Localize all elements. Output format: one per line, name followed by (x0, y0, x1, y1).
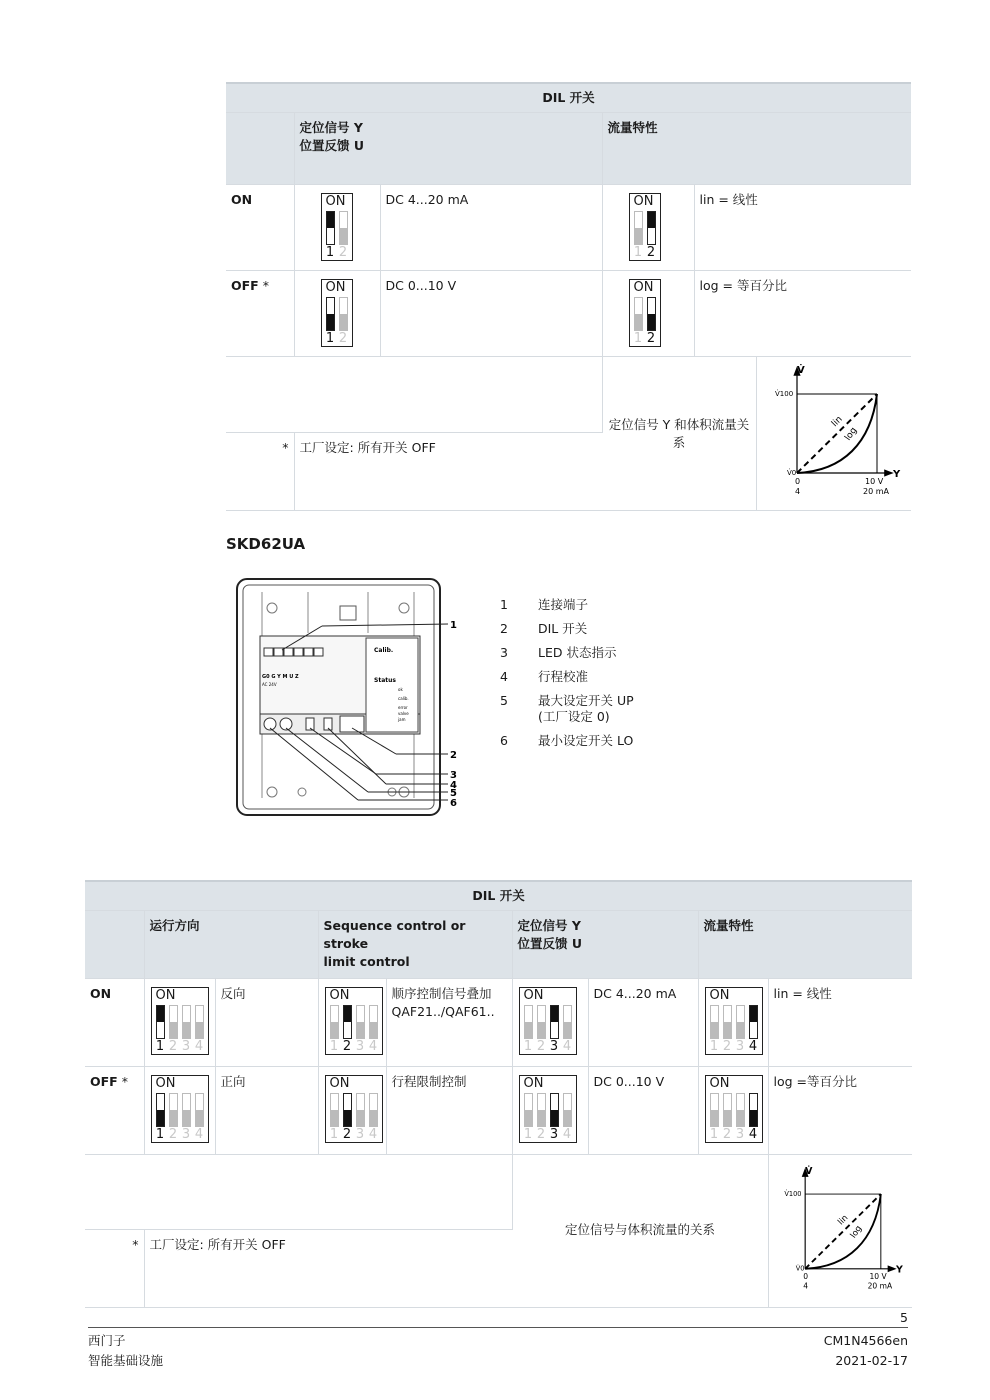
sequence-value: 顺序控制信号叠加 QAF21../QAF61.. (386, 978, 512, 1066)
x-tick-1: 10 V (864, 477, 883, 487)
v100-label: V̇100 (774, 390, 793, 399)
dip-4-sw1-off: ON 1 2 3 4 (151, 1075, 209, 1143)
x-tick-1b: 20 mA (867, 1281, 892, 1291)
dip-switch (512, 1066, 588, 1154)
table-title: DIL 开关 (85, 881, 912, 911)
dip-switch (294, 185, 380, 271)
dil-table-1 (226, 82, 911, 511)
col-sequence: Sequence control or stroke limit control (318, 911, 512, 978)
callout-4: 4 (450, 780, 457, 791)
flow-value: lin = 线性 (694, 185, 911, 271)
flow-graph (756, 357, 911, 511)
x-axis-label: Y (895, 1264, 903, 1276)
log-label: log (842, 425, 859, 443)
dip-switch (602, 185, 694, 271)
signal-value: DC 0...10 V (380, 271, 602, 357)
svg-text:valve: valve (398, 711, 409, 716)
dip-switch (144, 978, 215, 1066)
dip-switch (144, 1066, 215, 1154)
legend-item: 6 最小设定开关 LO (500, 733, 634, 749)
dip-switch (294, 271, 380, 357)
lin-label: lin (835, 1212, 850, 1227)
flow-chart-svg (773, 1161, 913, 1299)
v0-label: V̇0 (786, 469, 796, 478)
dip-4-sw4-on: ON 1 2 3 4 (705, 987, 763, 1055)
row-label-off: OFF * (85, 1066, 144, 1154)
legend-item: 2 DIL 开关 (500, 620, 588, 636)
col-flow: 流量特性 (698, 911, 912, 978)
lin-label: lin (829, 414, 845, 430)
col-signal: 定位信号 Y 位置反馈 U (512, 911, 698, 978)
legend-item: 1 连接端子 (500, 597, 589, 612)
dip-4-sw2-on: ON 1 2 3 4 (325, 987, 383, 1055)
factory-note: 工厂设定: 所有开关 OFF (294, 433, 602, 511)
callout-1: 1 (450, 620, 457, 631)
note-star: * (226, 433, 294, 511)
y-axis-label: V̇ (796, 365, 805, 377)
log-label: log (848, 1223, 864, 1240)
flow-value: lin = 线性 (768, 978, 912, 1066)
dip-switch (698, 1066, 768, 1154)
x-tick-0: 0 (802, 1271, 808, 1281)
dip-2-sw1-off: ON 1 2 (321, 279, 353, 347)
col-signal: 定位信号 Y 位置反馈 U (294, 113, 602, 185)
legend-item: 4 行程校准 (500, 668, 589, 684)
division-name: 智能基础设施 (88, 1353, 164, 1368)
direction-value: 反向 (215, 978, 318, 1066)
svg-text:error: error (398, 705, 408, 710)
row-label-on: ON (85, 978, 144, 1066)
legend-item: 3 LED 状态指示 (500, 644, 617, 660)
y-axis-label: V̇ (804, 1165, 812, 1177)
graph-caption: 定位信号与体积流量的关系 (512, 1154, 768, 1307)
page-number: 5 (900, 1310, 908, 1325)
company-name: 西门子 (88, 1333, 126, 1348)
dip-4-sw1-on: ON 1 2 3 4 (151, 987, 209, 1055)
dip-switch (318, 1066, 386, 1154)
row-label-off: OFF * (226, 271, 294, 357)
callout-2: 2 (450, 750, 457, 761)
page-footer (88, 1310, 908, 1371)
svg-text:ok: ok (398, 687, 403, 692)
product-name: SKD62UA (226, 535, 306, 553)
dip-switch (512, 978, 588, 1066)
x-tick-1b: 20 mA (862, 487, 889, 497)
callout-5: 5 (450, 788, 457, 799)
flow-graph (768, 1154, 912, 1307)
svg-text:calib.: calib. (398, 696, 409, 701)
signal-value: DC 4...20 mA (588, 978, 698, 1066)
factory-note: 工厂设定: 所有开关 OFF (144, 1229, 512, 1307)
dip-4-sw4-off: ON 1 2 3 4 (705, 1075, 763, 1143)
dip-switch (698, 978, 768, 1066)
dip-2-sw2-off: ON 1 2 (629, 279, 661, 347)
v0-label: V̇0 (795, 1264, 804, 1273)
x-tick-0b: 4 (794, 487, 800, 497)
dip-4-sw3-on: ON 1 2 3 4 (519, 987, 577, 1055)
dip-4-sw2-off: ON 1 2 3 4 (325, 1075, 383, 1143)
dip-2-sw2-on: ON 1 2 (629, 193, 661, 261)
note-star: * (85, 1229, 144, 1307)
dil-table-2 (85, 880, 912, 1308)
row-label-on: ON (226, 185, 294, 271)
signal-value: DC 4...20 mA (380, 185, 602, 271)
footer-divider (88, 1327, 908, 1328)
dip-switch (602, 271, 694, 357)
flow-value: log =等百分比 (768, 1066, 912, 1154)
terminal-labels: G0 G Y M U Z (262, 674, 299, 680)
sequence-value: 行程限制控制 (386, 1066, 512, 1154)
x-tick-0b: 4 (802, 1281, 808, 1291)
device-legend (500, 597, 634, 757)
legend-item: 5 最大设定开关 UP (工厂设定 0) (500, 692, 634, 725)
dip-switch (318, 978, 386, 1066)
device-illustration (236, 578, 468, 818)
v100-label: V̇100 (783, 1189, 801, 1198)
callout-6: 6 (450, 798, 457, 809)
calib-label: Calib. (374, 647, 394, 654)
doc-number: CM1N4566en (823, 1333, 908, 1348)
svg-text:jam: jam (398, 717, 406, 722)
dip-4-sw3-off: ON 1 2 3 4 (519, 1075, 577, 1143)
col-direction: 运行方向 (144, 911, 318, 978)
x-axis-label: Y (892, 469, 900, 481)
x-tick-1: 10 V (868, 1271, 887, 1281)
table-title: DIL 开关 (226, 83, 911, 113)
signal-value: DC 0...10 V (588, 1066, 698, 1154)
col-flow: 流量特性 (602, 113, 911, 185)
flow-value: log = 等百分比 (694, 271, 911, 357)
flow-chart-svg (763, 363, 911, 501)
callout-3: 3 (450, 770, 457, 781)
dip-2-sw1-on: ON 1 2 (321, 193, 353, 261)
status-label: Status (374, 677, 396, 684)
graph-caption: 定位信号 Y 和体积流量关系 (602, 357, 756, 511)
direction-value: 正向 (215, 1066, 318, 1154)
x-tick-0: 0 (794, 477, 800, 487)
voltage-label: AC 24V (262, 682, 277, 687)
doc-date: 2021-02-17 (835, 1353, 908, 1368)
